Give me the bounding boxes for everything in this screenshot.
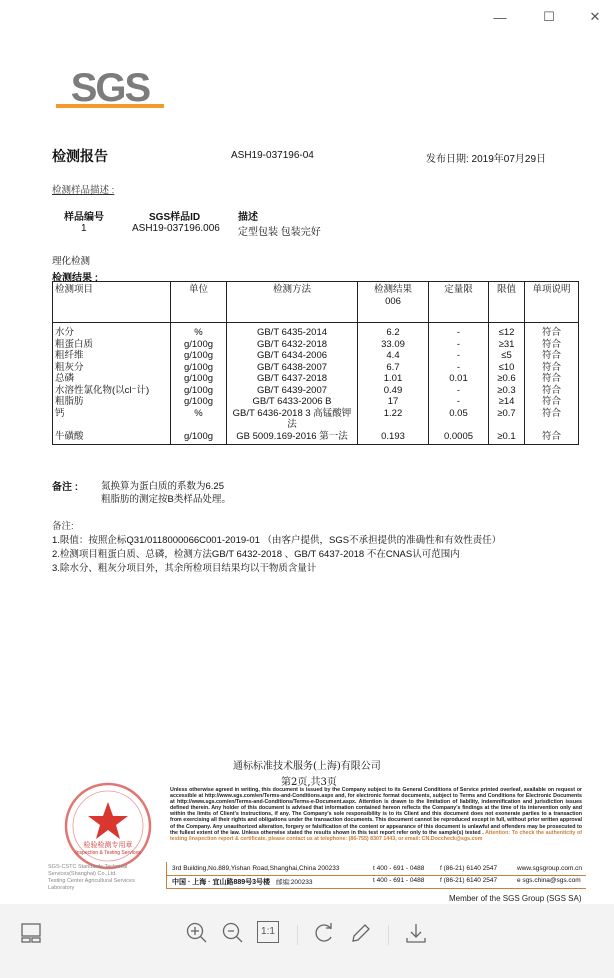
cell-loq: - [429, 396, 489, 408]
cell-loq: - [429, 362, 489, 374]
pencil-icon [349, 921, 373, 945]
email: e sgs.china@sgs.com [517, 877, 581, 884]
cell-loq: 0.01 [429, 373, 489, 385]
cell-limit: ≥0.6 [489, 373, 525, 385]
remark-line: 粗脂肪的测定按B类样品处理。 [101, 494, 231, 505]
stamp-caption: Testing Center Agricultural Services Laboratory [48, 878, 135, 891]
remark-label: 备注 : [52, 482, 79, 493]
table-row [53, 431, 579, 445]
cell-item: 水分 [53, 323, 171, 339]
issue-date: 发布日期: 2019年07月29日 [426, 154, 547, 165]
cell-item: 粗蛋白质 [53, 339, 171, 351]
toolbar-separator [388, 925, 389, 945]
rotate-icon [312, 921, 336, 945]
sample-desc: 定型包装 包装完好 [238, 227, 321, 238]
svg-text:检验检测专用章: 检验检测专用章 [83, 842, 133, 849]
postcode: 邮编:200233 [276, 879, 313, 886]
telephone: t 400 - 691 - 0488 [373, 877, 425, 884]
cell-loq: - [429, 350, 489, 362]
stamp-caption: SGS-CSTC Standards Technical Services(Shanghai) Co.,Ltd. [48, 864, 128, 877]
sgs-logo [52, 60, 168, 118]
cell-result: 0.49 [358, 385, 429, 397]
address-en: 3rd Building,No.889,Yishan Road,Shanghai,China 200233 [172, 865, 340, 872]
cell-limit: ≥31 [489, 339, 525, 351]
cell-unit: g/100g [171, 385, 227, 397]
cell-result: 17 [358, 396, 429, 408]
col-limit: 限值 [489, 282, 525, 323]
cell-loq: - [429, 339, 489, 351]
zoom-out-button[interactable] [221, 921, 245, 945]
cell-loq: 0.05 [429, 408, 489, 431]
cell-limit: ≤12 [489, 323, 525, 339]
cell-item: 钙 [53, 408, 171, 431]
thumbnails-icon [20, 921, 44, 945]
cell-limit: ≥0.7 [489, 408, 525, 431]
fax: f (86-21) 6140 2547 [440, 865, 498, 872]
note-line: 1.限值：按照企标Q31/0118000066C001-2019-01 （由客户提供，SGS不承担提供的准确性和有效性责任） [52, 535, 502, 546]
thumbnails-button[interactable] [20, 921, 44, 945]
table-row [53, 408, 579, 431]
cell-item: 水溶性氯化物(以cl⁻计) [53, 385, 171, 397]
sample-col-id: SGS样品ID [149, 212, 201, 223]
website: www.sgsgroup.com.cn [517, 865, 583, 872]
authenticity-notice: Attention: To check the authenticity of testing /inspection report & certificate, please contact us at telephone: (86-755) 8307 1443, or email: CN.Doccheck@sgs.com [170, 829, 582, 842]
company-name: 通标标准技术服务(上海)有限公司 [233, 761, 381, 772]
cell-conclusion: 符合 [525, 385, 579, 397]
cell-method: GB/T 6434-2006 [227, 350, 358, 362]
cell-loq: - [429, 323, 489, 339]
maximize-button[interactable]: ☐ [543, 9, 555, 24]
results-heading: 检测结果 : [52, 273, 99, 284]
actual-size-button[interactable]: 1:1 [257, 921, 279, 943]
footer-divider [166, 888, 586, 889]
col-result-label: 检测结果 [373, 284, 412, 295]
sample-col-desc: 描述 [238, 212, 258, 223]
cell-method: GB/T 6435-2014 [227, 323, 358, 339]
sample-col-no: 样品编号 [64, 212, 104, 223]
member-line: Member of the SGS Group (SGS SA) [449, 894, 582, 903]
cell-conclusion: 符合 [525, 362, 579, 374]
cell-loq: 0.0005 [429, 431, 489, 445]
annotate-button[interactable] [349, 921, 373, 945]
table-row [53, 350, 579, 362]
cell-item: 粗脂肪 [53, 396, 171, 408]
cell-method: GB/T 6433-2006 B [227, 396, 358, 408]
cell-method: GB 5009.169-2016 第一法 [227, 431, 358, 445]
cell-unit: g/100g [171, 339, 227, 351]
cell-method: GB/T 6436-2018 3 高锰酸钾法 [227, 408, 358, 431]
terms-text: Unless otherwise agreed in writing, this document is issued by the Company subject to its General Conditions of Service printed overleaf, available on request or accessible at http://www.sgs.com/en/Terms-and-Conditions.aspx and, for electronic format documents, subject to Terms and Conditions for Electronic Documents at http://www.sgs.com/en/Terms-and-Conditions/Terms-e-Document.aspx. Attention is drawn to the limitation of liability, indemnification and jurisdiction issues defined therein. Any holder of this document is advised that information contained hereon reflects the Company's findings at the time of its intervention only and within the limits of Client's instructions, if any. The Company's sole responsibility is to its Client and this document does not exonerate parties to a transaction from exercising all their rights and obligations under the transaction documents. This document cannot be reproduced except in full, without prior written approval of the Company. Any unauthorized alteration, forgery or falsification of the content or appearance of this document is unlawful and offenders may be prosecuted to the fullest extent of the law. Unless otherwise stated the results shown in this test report refer only to the sample(s) tested . [170, 787, 582, 836]
zoom-in-button[interactable] [185, 921, 209, 945]
col-conclusion: 单项说明 [525, 282, 579, 323]
cell-method: GB/T 6439-2007 [227, 385, 358, 397]
col-result-sample: 006 [385, 295, 401, 307]
cell-unit: g/100g [171, 373, 227, 385]
table-row [53, 396, 579, 408]
cell-item: 牛磺酸 [53, 431, 171, 445]
cell-conclusion: 符合 [525, 373, 579, 385]
cell-limit: ≤10 [489, 362, 525, 374]
cell-conclusion: 符合 [525, 431, 579, 445]
download-button[interactable] [404, 921, 428, 945]
fax: f (86-21) 6140 2547 [440, 877, 498, 884]
table-row [53, 323, 579, 339]
cell-unit: % [171, 323, 227, 339]
address-cn: 中国 · 上海 · 宜山路889号3号楼 [172, 879, 271, 886]
cell-result: 4.4 [358, 350, 429, 362]
notes-label: 备注: [52, 521, 74, 532]
cell-limit: ≤5 [489, 350, 525, 362]
cell-unit: % [171, 408, 227, 431]
cell-conclusion: 符合 [525, 396, 579, 408]
cell-limit: ≥0.1 [489, 431, 525, 445]
terms-fine-print [170, 787, 582, 842]
viewer-toolbar [0, 905, 614, 978]
cell-loq: - [429, 385, 489, 397]
remark-line: 氮换算为蛋白质的系数为6.25 [101, 481, 224, 492]
zoom-out-icon [221, 921, 245, 945]
sample-id: ASH19-037196.006 [132, 223, 220, 234]
cell-unit: g/100g [171, 350, 227, 362]
cell-result: 6.2 [358, 323, 429, 339]
minimize-button[interactable]: — [493, 9, 507, 25]
cell-conclusion: 符合 [525, 350, 579, 362]
cell-conclusion: 符合 [525, 408, 579, 431]
sample-heading: 检测样品描述 : [52, 185, 115, 196]
official-stamp [58, 776, 158, 876]
cell-item: 粗灰分 [53, 362, 171, 374]
cell-result: 33.09 [358, 339, 429, 351]
title-bar [0, 0, 614, 34]
report-title: 检测报告 [52, 148, 108, 164]
cell-method: GB/T 6437-2018 [227, 373, 358, 385]
note-line: 3.除水分、粗灰分项目外，其余所检项目结果均以干物质含量计 [52, 563, 317, 574]
svg-text:Inspection & Testing Services: Inspection & Testing Services [75, 850, 141, 856]
download-icon [404, 921, 428, 945]
col-loq: 定量限 [429, 282, 489, 323]
cell-conclusion: 符合 [525, 323, 579, 339]
cell-method: GB/T 6432-2018 [227, 339, 358, 351]
col-unit: 单位 [171, 282, 227, 323]
table-row [53, 339, 579, 351]
cell-limit: ≥14 [489, 396, 525, 408]
cell-method: GB/T 6438-2007 [227, 362, 358, 374]
toolbar-separator [297, 925, 298, 945]
rotate-button[interactable] [312, 921, 336, 945]
page-indicator: 第2页,共3页 [281, 777, 337, 788]
cell-conclusion: 符合 [525, 339, 579, 351]
footer-divider [166, 875, 586, 876]
telephone: t 400 - 691 - 0488 [373, 865, 425, 872]
report-number: ASH19-037196-04 [231, 150, 314, 161]
table-row [53, 362, 579, 374]
col-result [358, 282, 429, 323]
note-line: 2.检测项目粗蛋白质、总磷，检测方法GB/T 6432-2018 、GB/T 6437-2018 不在CNAS认可范围内 [52, 549, 460, 560]
sample-no: 1 [81, 223, 87, 234]
cell-item: 总磷 [53, 373, 171, 385]
zoom-in-icon [185, 921, 209, 945]
close-button[interactable]: ✕ [589, 9, 601, 24]
cell-unit: g/100g [171, 362, 227, 374]
cell-limit: ≥0.3 [489, 385, 525, 397]
results-table [52, 281, 579, 445]
svg-text:SGS: SGS [70, 66, 150, 110]
cell-result: 1.22 [358, 408, 429, 431]
category: 理化检测 [52, 256, 91, 267]
cell-result: 0.193 [358, 431, 429, 445]
col-method: 检测方法 [227, 282, 358, 323]
cell-unit: g/100g [171, 431, 227, 445]
table-row [53, 373, 579, 385]
cell-result: 6.7 [358, 362, 429, 374]
col-item: 检测项目 [53, 282, 171, 323]
table-row [53, 385, 579, 397]
cell-unit: g/100g [171, 396, 227, 408]
cell-result: 1.01 [358, 373, 429, 385]
cell-item: 粗纤维 [53, 350, 171, 362]
